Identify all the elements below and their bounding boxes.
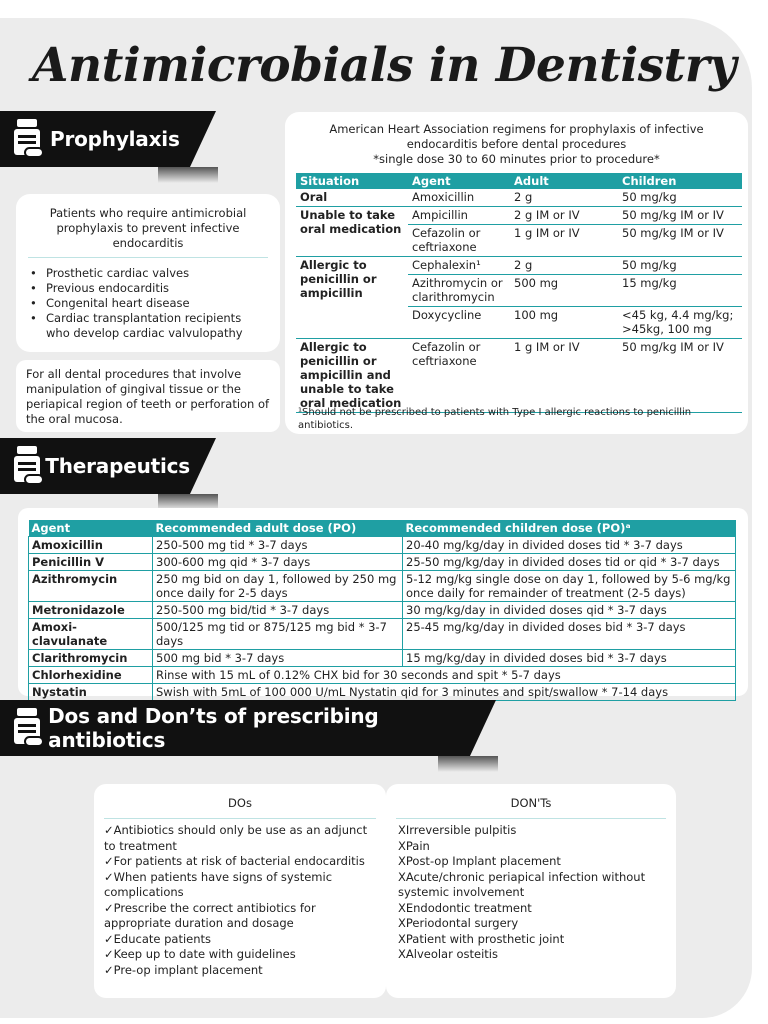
section-banner-prophylaxis [0,111,190,167]
table-row: Amoxicillin 250-500 mg tid * 3-7 days 20-40 mg/kg/day in divided doses tid * 3-7 days [29,537,736,554]
page-title: Antimicrobials in Dentistry [32,38,736,93]
list-item: ΧEndodontic treatment [398,900,532,915]
therapeutics-table [28,520,736,701]
table-header-row [296,173,742,189]
list-item: ΧAlveolar osteitis [398,947,498,961]
list-item: ✓Antibiotics should only be use as an adjunct to treatment [104,823,368,853]
table-row: Penicillin V 300-600 mg qid * 3-7 days 25-50 mg/kg/day in divided doses tid or qid * 3-7 days [29,554,736,571]
table-header-row [29,520,736,537]
table-row: Cefazolin or ceftriaxone 1 g IM or IV 50 mg/kg IM or IV [296,225,742,257]
section-title: Dos and Don’ts of prescribing antibiotics [48,704,379,752]
procedures-note: For all dental procedures that involve manipulation of gingival tissue or the periapical region of teeth or perforation of the oral mucosa. [26,367,270,426]
medicine-bottle-icon [14,119,40,159]
donts-heading: DON'Ts [510,796,552,810]
table-row: Allergic to penicillin or ampicillin and unable to take oral medication Cefazolin or ceftriaxone 1 g IM or IV 50 mg/kg IM or IV [296,339,742,413]
table-row: Allergic to penicillin or ampicillin Cephalexin¹ 2 g 50 mg/kg [296,257,742,275]
dos-card [94,784,386,998]
list-item: ΧPeriodontal surgery [398,916,519,930]
list-item: ΧPain [398,838,430,853]
table-row: Unable to take oral medication Ampicillin 2 g IM or IV 50 mg/kg IM or IV [296,207,742,225]
table-row: Doxycycline 100 mg <45 kg, 4.4 mg/kg; >45kg, 100 mg [296,307,742,339]
table-row: Oral Amoxicillin 2 g 50 mg/kg [296,189,742,207]
column-header: Children [618,173,742,189]
prophylaxis-list [16,258,280,341]
table-row: Amoxi-clavulanate 500/125 mg tid or 875/125 mg bid * 3-7 days 25-45 mg/kg/day in divided doses bid * 3-7 days [29,619,736,650]
table-row: Nystatin Swish with 5mL of 100 000 U/mL Nystatin qid for 3 minutes and spit/swallow * 7-14 days [29,684,736,701]
list-item: ΧAcute/chronic periapical infection without systemic involvement [398,869,646,899]
list-item: ✓When patients have signs of systemic complications [104,869,333,899]
section-title: Prophylaxis [50,127,180,151]
procedures-note-card [16,360,280,432]
medicine-bottle-icon [14,708,38,748]
donts-list [386,819,676,963]
donts-card [386,784,676,998]
column-header: Recommended children dose (PO)ᵃ [403,520,736,537]
section-banner-therapeutics [0,438,190,494]
column-header: Agent [29,520,153,537]
list-item: • Prosthetic cardiac valves [30,266,190,280]
table-row: Clarithromycin 500 mg bid * 3-7 days 15 mg/kg/day in divided doses bid * 3-7 days [29,650,736,667]
column-header: Adult [510,173,618,189]
table-row: Azithromycin 250 mg bid on day 1, followed by 250 mg once daily for 2-5 days 5-12 mg/kg single dose on day 1, followed by 5-6 mg/kg once daily for remainder of treatment (2-5 days) [29,571,736,602]
section-banner-dos-donts [0,700,470,756]
list-item: ΧPatient with prosthetic joint [398,931,565,946]
dos-list [94,819,386,978]
prophylaxis-intro: Patients who require antimicrobial prophylaxis to prevent infective endocarditis [49,206,247,250]
list-item: ΧIrreversible pulpitis [398,823,517,837]
column-header: Agent [408,173,510,189]
list-item: • Previous endocarditis [30,281,170,295]
column-header: Recommended adult dose (PO) [153,520,403,537]
aha-regimen-table [296,173,742,413]
column-header: Situation [296,173,408,189]
list-item: ✓Educate patients [104,931,212,946]
list-item: ✓Keep up to date with guidelines [104,947,296,961]
section-title: Therapeutics [45,454,190,478]
medicine-bottle-icon [14,446,35,486]
list-item: ✓For patients at risk of bacterial endocarditis [104,854,365,868]
list-item: • Cardiac transplantation recipients who develop cardiac valvulopathy [30,311,243,340]
list-item: ✓Pre-op implant placement [104,962,263,977]
table-row: Metronidazole 250-500 mg bid/tid * 3-7 days 30 mg/kg/day in divided doses qid * 3-7 days [29,602,736,619]
table-row: Azithromycin or clarithromycin 500 mg 15 mg/kg [296,275,742,307]
prophylaxis-card [16,194,280,352]
dos-heading: DOs [228,796,252,810]
table-row: Chlorhexidine Rinse with 15 mL of 0.12% CHX bid for 30 seconds and spit * 5-7 days [29,667,736,684]
aha-footnote: ¹Should not be prescribed to patients with Type I allergic reactions to penicillin antibiotics. [298,407,692,431]
list-item: ✓Prescribe the correct antibiotics for appropriate duration and dosage [104,900,316,930]
list-item: • Congenital heart disease [30,296,190,310]
aha-caption: American Heart Association regimens for prophylaxis of infective endocarditis before dental procedures *single dose 30 to 60 minutes prior to procedure* [329,122,704,166]
list-item: ΧPost-op Implant placement [398,854,561,868]
